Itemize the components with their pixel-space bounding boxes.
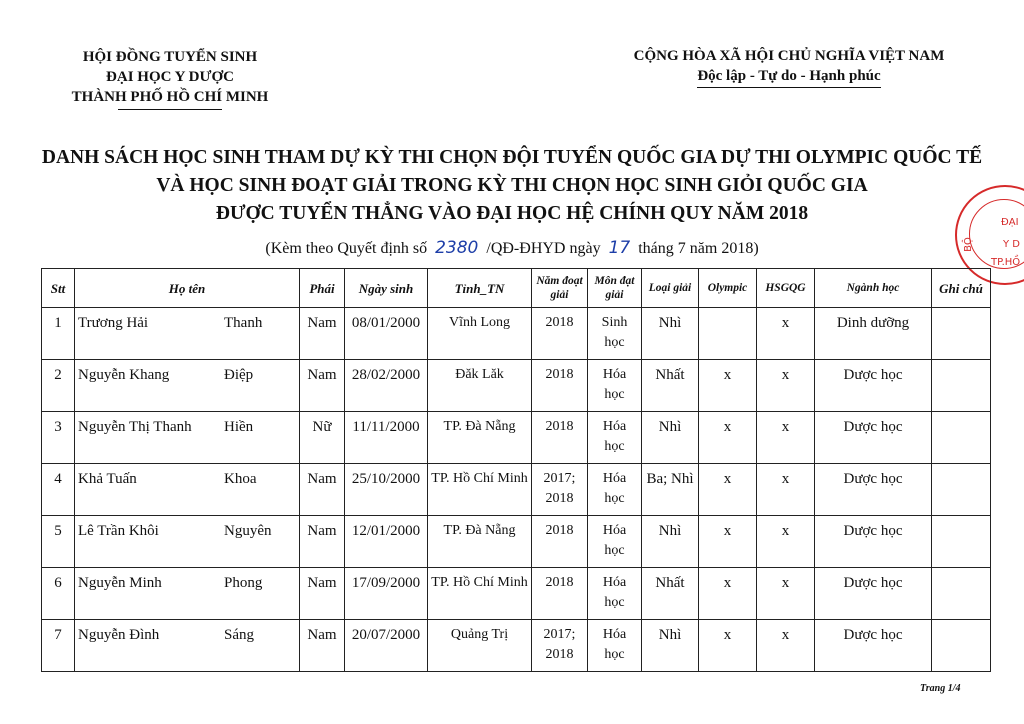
cell-hsgqg: x (757, 308, 815, 360)
page-number: Trang 1/4 (920, 683, 961, 694)
cell-nam: 2017; 2018 (532, 464, 588, 516)
national-header (594, 46, 984, 88)
seal-text-1: ĐẠI (1001, 217, 1019, 228)
col-header-nganh: Ngành học (815, 269, 932, 308)
cell-ten: Phong (224, 575, 263, 591)
table-row (42, 464, 991, 516)
cell-ten: Hiền (224, 419, 254, 435)
cell-olympic: x (699, 516, 757, 568)
cell-mon: Hóa học (588, 620, 642, 672)
cell-stt: 5 (42, 516, 75, 568)
org-underline (118, 109, 222, 110)
cell-ho-ten (75, 464, 300, 516)
cell-loai: Ba; Nhì (642, 464, 699, 516)
cell-stt: 3 (42, 412, 75, 464)
cell-ten: Sáng (224, 627, 254, 643)
table-row (42, 412, 991, 464)
cell-hsgqg: x (757, 568, 815, 620)
cell-tinh: TP. Đà Nẵng (428, 412, 532, 464)
cell-mon: Hóa học (588, 412, 642, 464)
cell-ngay-sinh: 20/07/2000 (345, 620, 428, 672)
cell-nganh: Dược học (815, 568, 932, 620)
cell-ho: Lê Trần Khôi (78, 523, 159, 539)
col-header-olympic: Olympic (699, 269, 757, 308)
cell-loai: Nhì (642, 516, 699, 568)
cell-ghi-chu (932, 412, 991, 464)
cell-loai: Nhì (642, 308, 699, 360)
col-header-loai: Loại giải (642, 269, 699, 308)
cell-olympic: x (699, 568, 757, 620)
cell-phai: Nam (300, 620, 345, 672)
cell-ngay-sinh: 08/01/2000 (345, 308, 428, 360)
cell-ho-ten (75, 620, 300, 672)
table-header-row (42, 269, 991, 308)
decision-suffix: tháng 7 năm 2018) (638, 240, 759, 257)
cell-ho-ten (75, 516, 300, 568)
cell-ghi-chu (932, 464, 991, 516)
decision-day-handwritten: 17 (608, 238, 631, 258)
cell-phai: Nữ (300, 412, 345, 464)
cell-ten: Thanh (224, 315, 263, 331)
cell-phai: Nam (300, 464, 345, 516)
cell-ho-ten (75, 360, 300, 412)
col-header-phai: Phái (300, 269, 345, 308)
cell-ghi-chu (932, 516, 991, 568)
col-header-ho-ten: Họ tên (75, 269, 300, 308)
student-list-table (41, 268, 991, 672)
cell-olympic: x (699, 620, 757, 672)
decision-reference (0, 238, 1024, 258)
cell-stt: 2 (42, 360, 75, 412)
table-row (42, 308, 991, 360)
decision-middle: /QĐ-ĐHYD ngày (486, 240, 601, 257)
cell-ngay-sinh: 17/09/2000 (345, 568, 428, 620)
cell-ngay-sinh: 12/01/2000 (345, 516, 428, 568)
col-header-stt: Stt (42, 269, 75, 308)
cell-stt: 7 (42, 620, 75, 672)
seal-text-3: TP.HỒ (991, 257, 1021, 268)
cell-ngay-sinh: 28/02/2000 (345, 360, 428, 412)
cell-loai: Nhất (642, 360, 699, 412)
issuing-organization (60, 47, 280, 110)
cell-phai: Nam (300, 360, 345, 412)
cell-mon: Hóa học (588, 516, 642, 568)
nation-name: CỘNG HÒA XÃ HỘI CHỦ NGHĨA VIỆT NAM (633, 48, 945, 64)
cell-ho: Khả Tuấn (78, 471, 137, 487)
table-row (42, 360, 991, 412)
title-line-2: VÀ HỌC SINH ĐOẠT GIẢI TRONG KỲ THI CHỌN HỌC SINH GIỎI QUỐC GIA (156, 175, 868, 196)
cell-nam: 2018 (532, 516, 588, 568)
cell-ho-ten (75, 412, 300, 464)
cell-hsgqg: x (757, 516, 815, 568)
col-header-ngay-sinh: Ngày sinh (345, 269, 428, 308)
col-header-tinh: Tỉnh_TN (428, 269, 532, 308)
cell-ho: Nguyễn Thị Thanh (78, 419, 192, 435)
table-row (42, 516, 991, 568)
cell-phai: Nam (300, 308, 345, 360)
cell-nganh: Dược học (815, 464, 932, 516)
seal-text-4: BỘ (962, 237, 974, 252)
cell-ho: Nguyễn Khang (78, 367, 170, 383)
cell-ho-ten (75, 568, 300, 620)
cell-ghi-chu (932, 360, 991, 412)
title-line-3: ĐƯỢC TUYỂN THẲNG VÀO ĐẠI HỌC HỆ CHÍNH QUY NĂM 2018 (215, 203, 809, 224)
decision-number-handwritten: 2380 (435, 238, 479, 258)
cell-nganh: Dược học (815, 360, 932, 412)
cell-nganh: Dược học (815, 516, 932, 568)
cell-nam: 2018 (532, 412, 588, 464)
title-line-1: DANH SÁCH HỌC SINH THAM DỰ KỲ THI CHỌN ĐỘI TUYỂN QUỐC GIA DỰ THI OLYMPIC QUỐC TẾ (41, 147, 983, 168)
cell-ho: Nguyễn Đình (78, 627, 160, 643)
cell-tinh: Vĩnh Long (428, 308, 532, 360)
cell-nganh: Dược học (815, 412, 932, 464)
decision-prefix: (Kèm theo Quyết định số (265, 240, 428, 257)
cell-hsgqg: x (757, 412, 815, 464)
cell-stt: 1 (42, 308, 75, 360)
cell-mon: Hóa học (588, 464, 642, 516)
cell-hsgqg: x (757, 620, 815, 672)
col-header-nam: Năm đoạt giải (532, 269, 588, 308)
cell-ghi-chu (932, 308, 991, 360)
cell-nam: 2018 (532, 360, 588, 412)
cell-olympic: x (699, 360, 757, 412)
cell-tinh: TP. Đà Nẵng (428, 516, 532, 568)
cell-mon: Sinh học (588, 308, 642, 360)
cell-nganh: Dược học (815, 620, 932, 672)
cell-tinh: TP. Hồ Chí Minh (428, 464, 532, 516)
cell-nganh: Dinh dưỡng (815, 308, 932, 360)
cell-mon: Hóa học (588, 360, 642, 412)
cell-ho: Nguyễn Minh (78, 575, 162, 591)
cell-mon: Hóa học (588, 568, 642, 620)
cell-tinh: Đăk Lăk (428, 360, 532, 412)
cell-nam: 2018 (532, 568, 588, 620)
cell-ten: Điệp (224, 367, 254, 383)
col-header-hsgqg: HSGQG (757, 269, 815, 308)
cell-tinh: TP. Hồ Chí Minh (428, 568, 532, 620)
org-line-1: HỘI ĐỒNG TUYỂN SINH (82, 49, 258, 65)
col-header-ghi-chu: Ghi chú (932, 269, 991, 308)
document-title (0, 144, 1024, 228)
cell-loai: Nhì (642, 620, 699, 672)
cell-nam: 2018 (532, 308, 588, 360)
cell-hsgqg: x (757, 360, 815, 412)
seal-text-2: Y D (1003, 239, 1020, 250)
cell-olympic: x (699, 412, 757, 464)
cell-loai: Nhì (642, 412, 699, 464)
table-row (42, 620, 991, 672)
org-line-3: THÀNH PHỐ HỒ CHÍ MINH (71, 89, 269, 105)
cell-olympic: x (699, 464, 757, 516)
table-row (42, 568, 991, 620)
cell-phai: Nam (300, 516, 345, 568)
cell-ho: Trương Hải (78, 315, 149, 331)
cell-olympic (699, 308, 757, 360)
national-motto: Độc lập - Tự do - Hạnh phúc (697, 66, 880, 88)
cell-ngay-sinh: 25/10/2000 (345, 464, 428, 516)
col-header-mon: Môn đạt giải (588, 269, 642, 308)
cell-tinh: Quảng Trị (428, 620, 532, 672)
cell-ghi-chu (932, 568, 991, 620)
cell-hsgqg: x (757, 464, 815, 516)
cell-phai: Nam (300, 568, 345, 620)
cell-nam: 2017; 2018 (532, 620, 588, 672)
cell-ghi-chu (932, 620, 991, 672)
cell-ten: Khoa (224, 471, 257, 487)
cell-loai: Nhất (642, 568, 699, 620)
cell-stt: 4 (42, 464, 75, 516)
cell-ngay-sinh: 11/11/2000 (345, 412, 428, 464)
cell-stt: 6 (42, 568, 75, 620)
cell-ten: Nguyên (224, 523, 272, 539)
org-line-2: ĐẠI HỌC Y DƯỢC (106, 69, 234, 85)
cell-ho-ten (75, 308, 300, 360)
